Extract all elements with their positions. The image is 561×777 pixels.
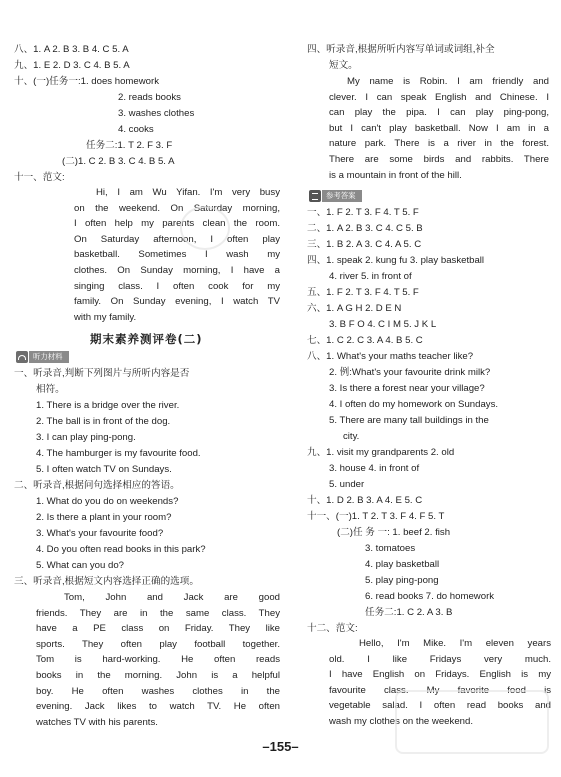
passage-line: evening. Jack likes to watch TV. He often [36,701,280,713]
answer-line-8-5-cont: city. [343,431,360,442]
passage-line: can play the pipa. I can play ping-pong, [329,107,549,119]
answers-badge-label: 参考答案 [322,190,362,202]
essay-line: I often help my parents clean the room. [74,218,280,230]
essay-line: On Saturday afternoon, I often play [74,233,280,245]
section-4-heading: 四、听录音,根据所听内容写单词或词组,补全 [307,44,495,55]
answer-line-10-4: 4. cooks [118,124,154,135]
essay-line: I have English on Fridays. English is my [329,669,551,681]
passage-line: friends. They are in the same class. They [36,607,280,619]
passage-line: sports. They often play football together. [36,638,280,650]
answer-line-11-6: 6. read books 7. do homework [365,591,495,602]
list-item: 5. What can you do? [36,560,124,571]
list-item: 5. I often watch TV on Sundays. [36,464,172,475]
answer-line-2: 二、1. A 2. B 3. C 4. C 5. B [307,223,423,234]
list-item: 3. What's your favourite food? [36,528,164,539]
watermark-stamp [180,206,230,250]
section-1-heading: 一、听录音,判断下列图片与所听内容是否 [14,368,190,379]
answer-line-11-2: (二)任 务 一: 1. beef 2. fish [337,527,451,538]
listening-badge-label: 听力材料 [29,351,69,363]
passage-line: but I can't play basketball. Now I am in a [329,122,549,134]
list-item: 1. What do you do on weekends? [36,496,179,507]
answer-line-11-5: 5. play ping-pong [365,575,439,586]
essay-line: on the weekend. On Saturday morning, [74,202,280,214]
essay-line: singing class. I often cook for my [74,280,280,292]
section-3-passage [36,590,280,730]
list-item: 2. The ball is in front of the dog. [36,416,171,427]
answer-line-11-4: 4. play basketball [365,559,440,570]
passage-line: Tom, John and Jack are good [64,592,280,603]
book-icon [309,190,321,202]
list-item: 2. Is there a plant in your room? [36,512,172,523]
essay-line: family. On Sunday evening, I watch TV [74,296,280,308]
answer-line-11: 十一、范文: [14,172,65,183]
essay-line: with my family. [74,311,137,323]
answer-line-10: 十、1. D 2. B 3. A 4. E 5. C [307,495,423,506]
passage-line: Tom is hard-working. He often reads [36,654,280,666]
essay-line: wash my clothes on the weekend. [329,715,473,727]
answer-line-7: 七、1. C 2. C 3. A 4. B 5. C [307,335,423,346]
exam-title: 期末素养测评卷(二) [90,332,203,346]
answer-line-10: 十、(一)任务一:1. does homework [14,76,160,87]
answer-line-4-cont: 4. river 5. in front of [329,271,412,282]
essay-line: favourite class. My favorite food is [329,684,551,696]
watermark-logo [395,690,549,754]
answer-line-9: 九、1. visit my grandparents 2. old [307,447,455,458]
section-1-heading-cont: 相符。 [36,384,65,395]
passage-line: is a mountain in front of the hill. [329,169,462,181]
passage-line: My name is Robin. I am friendly and [347,76,549,87]
answer-line-9-3: 5. under [329,479,365,490]
section-2-heading: 二、听录音,根据问句选择相应的答语。 [14,480,180,491]
answer-line-10-part2: (二)1. C 2. B 3. C 4. B 5. A [62,156,175,167]
answer-line-8-4: 4. I often do my homework on Sundays. [329,399,499,410]
answer-line-8-3: 3. Is there a forest near your village? [329,383,485,394]
answer-line-8-2: 2. 例:What's your favourite drink milk? [329,367,491,378]
answer-line-4: 四、1. speak 2. kung fu 3. play basketball [307,255,485,266]
answer-line-9-2: 3. house 4. in front of [329,463,420,474]
passage-line: boy. He often washes clothes in the [36,685,280,697]
answer-line-11: 十一、(一)1. T 2. T 3. F 4. F 5. T [307,511,445,522]
list-item: 3. I can play ping-pong. [36,432,136,443]
answer-line-8-5: 5. There are many tall buildings in the [329,415,489,426]
answer-line-8: 八、1. What's your maths teacher like? [307,351,474,362]
answer-line-10-task2: 任务二:1. T 2. F 3. F [86,140,173,151]
passage-line: There are some birds and rabbits. There [329,153,549,165]
essay-line: Hello, I'm Mike. I'm eleven years [359,638,551,649]
section-4-heading-cont: 短文。 [329,60,358,71]
sample-essay-1 [74,185,280,325]
answer-line-10-3: 3. washes clothes [118,108,195,119]
answers-badge [309,190,362,202]
answer-line-1: 一、1. F 2. T 3. F 4. T 5. F [307,207,419,218]
essay-line: vegetable salad. I often read books and [329,700,551,712]
answer-line-8: 八、1. A 2. B 3. B 4. C 5. A [14,44,129,55]
passage-line: books in the morning. John is a helpful [36,669,280,681]
answer-line-5: 五、1. F 2. T 3. F 4. T 5. F [307,287,419,298]
listening-badge [16,351,69,363]
page-number: –155– [262,739,299,754]
answer-line-11-task2: 任务二:1. C 2. A 3. B [365,607,453,618]
essay-line: old. I like Fridays very much. [329,653,551,665]
essay-line: Hi, I am Wu Yifan. I'm very busy [96,187,280,198]
answer-line-6: 六、1. A G H 2. D E N [307,303,402,314]
passage-line: watches TV with his parents. [36,716,158,728]
essay-line: basketball. Sometimes I wash my [74,249,280,261]
list-item: 4. The hamburger is my favourite food. [36,448,201,459]
section-3-heading: 三、听录音,根据短文内容选择正确的选项。 [14,576,199,587]
essay-line: clothes. On Sunday morning, I have a [74,264,280,276]
answer-line-10-2: 2. reads books [118,92,181,103]
list-item: 4. Do you often read books in this park? [36,544,206,555]
passage-line: clever. I can speak English and Chinese. I [329,91,549,103]
answer-line-9: 九、1. E 2. D 3. C 4. B 5. A [14,60,130,71]
answer-line-3: 三、1. B 2. A 3. C 4. A 5. C [307,239,422,250]
passage-line: nature park. There is a river in the forest. [329,138,549,150]
list-item: 1. There is a bridge over the river. [36,400,180,411]
answer-line-6-cont: 3. B F O 4. C I M 5. J K L [329,319,437,330]
section-4-passage [329,74,549,183]
answer-line-11-3: 3. tomatoes [365,543,416,554]
headphones-icon [16,351,28,363]
passage-line: have a PE class on Friday. They like [36,623,280,635]
answer-line-12: 十二、范文: [307,623,358,634]
